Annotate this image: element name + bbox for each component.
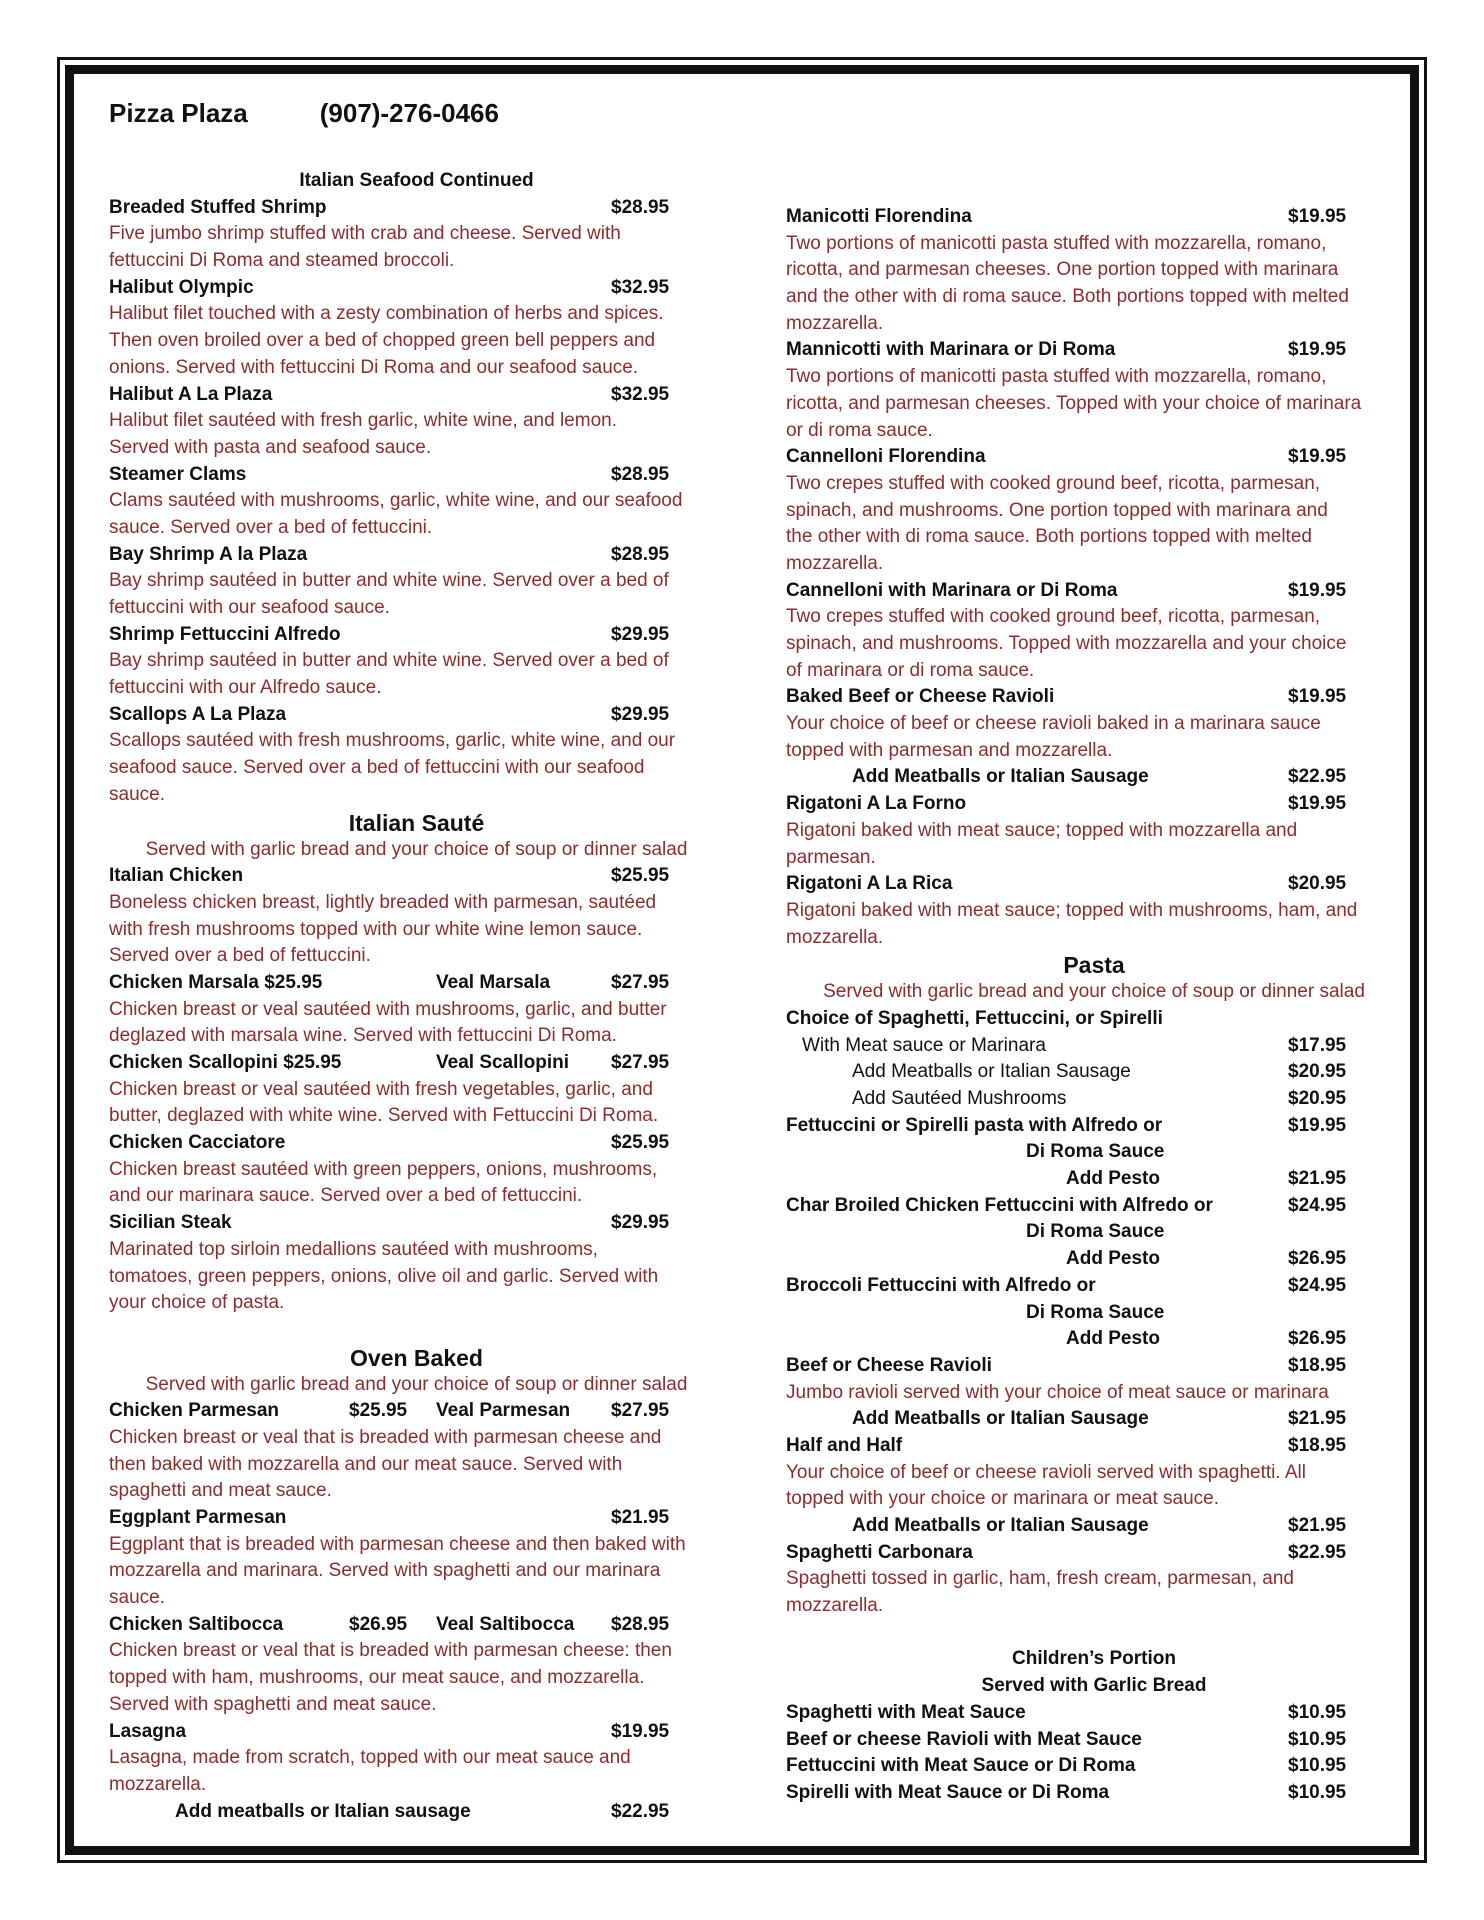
item-description: butter, deglazed with white wine. Served with Fettuccini Di Roma.: [109, 1105, 659, 1127]
item-description: spinach, and mushrooms. Topped with mozzarella and your choice: [786, 633, 1347, 654]
item-description: sauce. Served over a bed of fettuccini.: [109, 516, 433, 538]
menu-item: Half and Half $18.95: [786, 1434, 1347, 1456]
item-description: and our marinara sauce. Served over a bed of fettuccini.: [109, 1185, 583, 1207]
menu-item-addon: Add Meatballs or Italian Sausage $20.95: [852, 1061, 1347, 1083]
item-description: Boneless chicken breast, lightly breaded with parmesan, sautéed: [109, 891, 657, 913]
section-note: Served with garlic bread and your choice of soup or dinner salad: [145, 838, 688, 860]
menu-item-addon: Add Meatballs or Italian Sausage $22.95: [852, 766, 1347, 788]
section-title-oven-baked: Oven Baked: [350, 1344, 483, 1371]
menu-item: Cannelloni Florendina $19.95: [786, 446, 1347, 468]
menu-item: Manicotti Florendina $19.95: [786, 206, 1347, 227]
menu-item: Eggplant Parmesan $21.95: [109, 1507, 670, 1528]
item-description: mozzarella.: [786, 552, 884, 574]
menu-item: Di Roma Sauce: [1026, 1301, 1165, 1323]
menu-item: Di Roma Sauce: [1026, 1141, 1165, 1163]
menu-item: Fettuccini or Spirelli pasta with Alfredo or $19.95: [786, 1114, 1347, 1136]
item-description: ricotta, and parmesan cheeses. Topped with your choice of marinara: [786, 392, 1362, 414]
menu-item-addon: Add meatballs or Italian sausage $22.95: [175, 1800, 670, 1822]
section-note: Served with garlic bread and your choice of soup or dinner salad: [145, 1373, 688, 1395]
menu-item: Beef or cheese Ravioli with Meat Sauce $10.95: [786, 1728, 1347, 1750]
menu-item-addon: Add Pesto $26.95: [1066, 1328, 1347, 1350]
menu-item: Shrimp Fettuccini Alfredo $29.95: [109, 623, 670, 645]
item-description: ricotta, and parmesan cheeses. One portion topped with marinara: [786, 259, 1339, 281]
menu-item: With Meat sauce or Marinara $17.95: [802, 1034, 1347, 1056]
item-description: spaghetti and meat sauce.: [109, 1480, 332, 1502]
item-description: topped with your choice or marinara or meat sauce.: [786, 1488, 1219, 1510]
item-description: Your choice of beef or cheese ravioli served with spaghetti. All: [786, 1461, 1306, 1483]
menu-item: Lasagna $19.95: [109, 1720, 670, 1742]
menu-item: Halibut Olympic $32.95: [109, 276, 670, 298]
item-description: sauce.: [109, 1587, 165, 1609]
item-description: then baked with mozzarella and our meat sauce. Served with: [109, 1453, 623, 1475]
item-description: mozzarella and marinara. Served with spaghetti and our marinara: [109, 1560, 661, 1582]
item-description: mozzarella.: [786, 312, 884, 334]
item-description: Lasagna, made from scratch, topped with our meat sauce and: [109, 1747, 631, 1769]
menu-item-addon: Add Meatballs or Italian Sausage $21.95: [852, 1515, 1347, 1536]
item-description: fettuccini with our Alfredo sauce.: [109, 677, 382, 699]
item-description: Clams sautéed with mushrooms, garlic, white wine, and our seafood: [109, 490, 683, 512]
item-description: or di roma sauce.: [786, 419, 933, 441]
item-description: mozzarella.: [786, 1595, 884, 1617]
item-description: of marinara or di roma sauce.: [786, 659, 1035, 681]
menu-item: Bay Shrimp A la Plaza $28.95: [109, 543, 670, 565]
section-note: Served with garlic bread and your choice of soup or dinner salad: [823, 981, 1365, 1003]
menu-item: Baked Beef or Cheese Ravioli $19.95: [786, 686, 1347, 708]
item-description: the other with di roma sauce. Both portions topped with melted: [786, 526, 1312, 548]
item-description: mozzarella.: [786, 926, 884, 948]
left-column: [109, 168, 724, 1825]
menu-item: Chicken Saltibocca $26.95 Veal Saltibocca $28.95: [109, 1613, 670, 1635]
item-description: Scallops sautéed with fresh mushrooms, garlic, white wine, and our: [109, 730, 676, 752]
menu-item: Choice of Spaghetti, Fettuccini, or Spirelli: [786, 1007, 1163, 1029]
item-description: Bay shrimp sautéed in butter and white wine. Served over a bed of: [109, 650, 669, 672]
item-description: Served with pasta and seafood sauce.: [109, 436, 432, 458]
item-description: Marinated top sirloin medallions sautéed with mushrooms,: [109, 1238, 598, 1260]
spacer: [786, 1620, 1402, 1647]
item-description: Then oven broiled over a bed of chopped green bell peppers and: [109, 330, 656, 352]
menu-item: Cannelloni with Marinara or Di Roma $19.95: [786, 579, 1347, 601]
item-description: Chicken breast or veal sautéed with mushrooms, garlic, and butter: [109, 998, 667, 1020]
section-title-seafood: Italian Seafood Continued: [299, 170, 534, 191]
item-description: topped with parmesan and mozzarella.: [786, 739, 1113, 761]
item-description: Served with spaghetti and meat sauce.: [109, 1693, 437, 1715]
item-description: Chicken breast or veal sautéed with fresh vegetables, garlic, and: [109, 1078, 653, 1100]
item-description: Served over a bed of fettuccini.: [109, 945, 371, 967]
item-description: seafood sauce. Served over a bed of fettuccini with our seafood: [109, 757, 645, 779]
menu-item-addon: Add Pesto $26.95: [1066, 1248, 1347, 1270]
menu-header: [109, 98, 499, 129]
section-subtitle-children: Served with Garlic Bread: [981, 1675, 1207, 1697]
section-title-children: Children’s Portion: [1012, 1648, 1176, 1670]
menu-item: Beef or Cheese Ravioli $18.95: [786, 1354, 1347, 1376]
item-description: Eggplant that is breaded with parmesan cheese and then baked with: [109, 1533, 686, 1555]
menu-item-addon: Add Sautéed Mushrooms $20.95: [852, 1088, 1347, 1109]
menu-item: Mannicotti with Marinara or Di Roma $19.95: [786, 339, 1347, 361]
menu-item: Spirelli with Meat Sauce or Di Roma $10.95: [786, 1781, 1347, 1803]
item-description: Rigatoni baked with meat sauce; topped with mozzarella and: [786, 819, 1298, 841]
menu-item: Breaded Stuffed Shrimp $28.95: [109, 196, 670, 218]
item-description: and the other with di roma sauce. Both portions topped with melted: [786, 286, 1349, 308]
restaurant-name: Pizza Plaza: [109, 98, 248, 128]
right-column: [786, 204, 1402, 1807]
item-description: Spaghetti tossed in garlic, ham, fresh cream, parmesan, and: [786, 1568, 1294, 1590]
item-description: Two crepes stuffed with cooked ground beef, ricotta, parmesan,: [786, 472, 1321, 494]
item-description: Chicken breast or veal that is breaded with parmesan cheese and: [109, 1426, 662, 1448]
menu-item: Spaghetti Carbonara $22.95: [786, 1541, 1347, 1563]
item-description: spinach, and mushrooms. One portion topped with marinara and: [786, 499, 1328, 521]
item-description: Your choice of beef or cheese ravioli baked in a marinara sauce: [786, 713, 1321, 735]
item-description: Two portions of manicotti pasta stuffed with mozzarella, romano,: [786, 232, 1327, 254]
menu-item: Sicilian Steak $29.95: [109, 1212, 670, 1234]
menu-item: Rigatoni A La Rica $20.95: [786, 873, 1347, 895]
item-description: Halibut filet touched with a zesty combination of herbs and spices.: [109, 303, 664, 325]
section-title-saute: Italian Sauté: [348, 809, 485, 836]
item-description: with fresh mushrooms topped with our white wine lemon sauce.: [109, 918, 643, 940]
menu-item: Spaghetti with Meat Sauce $10.95: [786, 1701, 1347, 1723]
menu-item: Italian Chicken $25.95: [109, 865, 670, 887]
menu-item: Char Broiled Chicken Fettuccini with Alfredo or $24.95: [786, 1194, 1347, 1216]
item-description: Five jumbo shrimp stuffed with crab and cheese. Served with: [109, 223, 621, 245]
menu-item: Broccoli Fettuccini with Alfredo or $24.95: [786, 1274, 1347, 1296]
item-description: Chicken breast or veal that is breaded with parmesan cheese: then: [109, 1640, 672, 1662]
item-description: fettuccini with our seafood sauce.: [109, 597, 390, 618]
menu-item: Di Roma Sauce: [1026, 1221, 1165, 1243]
item-description: Bay shrimp sautéed in butter and white wine. Served over a bed of: [109, 570, 669, 592]
menu-item-addon: Add Pesto $21.95: [1066, 1168, 1347, 1190]
spacer: [109, 1317, 724, 1344]
menu-item: Steamer Clams $28.95: [109, 463, 670, 485]
item-description: sauce.: [109, 783, 165, 805]
item-description: Rigatoni baked with meat sauce; topped with mushrooms, ham, and: [786, 899, 1358, 921]
item-description: topped with ham, mushrooms, our meat sauce, and mozzarella.: [109, 1667, 645, 1689]
item-description: fettuccini Di Roma and steamed broccoli.: [109, 250, 455, 272]
item-description: onions. Served with fettuccini Di Roma and our seafood sauce.: [109, 356, 639, 378]
menu-item-addon: Add Meatballs or Italian Sausage $21.95: [852, 1408, 1347, 1430]
item-description: Halibut filet sautéed with fresh garlic, white wine, and lemon.: [109, 410, 617, 432]
item-description: deglazed with marsala wine. Served with fettuccini Di Roma.: [109, 1025, 617, 1047]
item-description: your choice of pasta.: [109, 1292, 285, 1314]
restaurant-phone: (907)-276-0466: [319, 98, 499, 128]
section-title-pasta: Pasta: [1063, 952, 1125, 979]
item-description: Two portions of manicotti pasta stuffed with mozzarella, romano,: [786, 366, 1327, 388]
item-description: Jumbo ravioli served with your choice of meat sauce or marinara: [786, 1381, 1329, 1403]
menu-item: Chicken Cacciatore $25.95: [109, 1132, 670, 1154]
menu-item: Rigatoni A La Forno $19.95: [786, 793, 1347, 815]
menu-item: Scallops A La Plaza $29.95: [109, 703, 670, 725]
menu-item: Chicken Scallopini $25.95 Veal Scallopini $27.95: [109, 1052, 670, 1073]
item-description: Two crepes stuffed with cooked ground beef, ricotta, parmesan,: [786, 606, 1321, 628]
menu-item: Fettuccini with Meat Sauce or Di Roma $10.95: [786, 1755, 1347, 1777]
menu-item: Halibut A La Plaza $32.95: [109, 383, 670, 405]
item-description: Chicken breast sautéed with green peppers, onions, mushrooms,: [109, 1158, 658, 1180]
item-description: tomatoes, green peppers, onions, olive oil and garlic. Served with: [109, 1265, 659, 1287]
item-description: mozzarella.: [109, 1773, 207, 1795]
item-description: parmesan.: [786, 846, 876, 868]
menu-item: Chicken Parmesan $25.95 Veal Parmesan $27.95: [109, 1400, 670, 1422]
menu-item: Chicken Marsala $25.95 Veal Marsala $27.95: [109, 971, 670, 993]
